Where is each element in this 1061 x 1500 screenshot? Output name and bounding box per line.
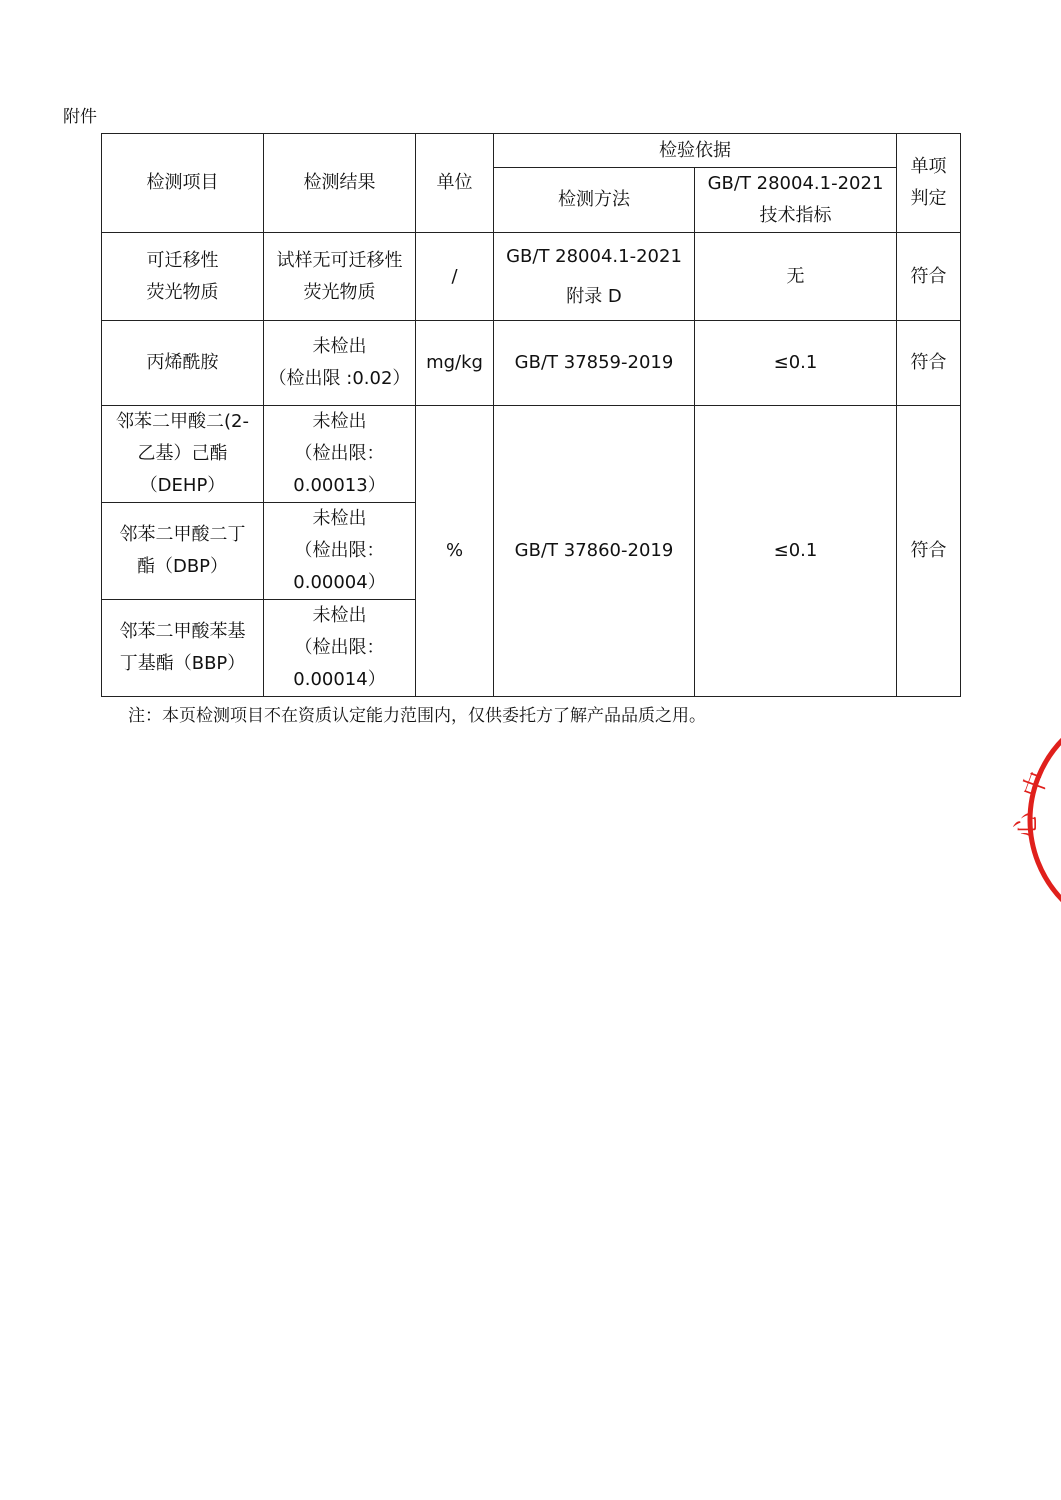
cell-indicator: 无: [695, 233, 897, 321]
cell-result: [264, 503, 416, 600]
header-row-1: [102, 134, 961, 168]
cell-method: GB/T 37859-2019: [494, 321, 695, 406]
header-basis: 检验依据: [494, 134, 897, 168]
attachment-label: 附件: [63, 107, 97, 127]
header-indicator: [695, 168, 897, 233]
table-row: [102, 406, 961, 503]
cell-judgement: 符合: [897, 233, 961, 321]
cell-line: 可迁移性: [146, 249, 219, 271]
cell-line: 邻苯二甲酸苯基: [119, 621, 246, 642]
cell-result: [264, 321, 416, 406]
header-indicator-line: GB/T 28004.1-2021: [707, 173, 884, 194]
cell-line: 荧光物质: [146, 281, 219, 303]
cell-result: [264, 406, 416, 503]
header-judgement-line: 单项: [910, 156, 947, 177]
cell-line: 0.00004）: [293, 572, 386, 593]
table-row: [102, 321, 961, 406]
cell-unit: mg/kg: [416, 321, 494, 406]
cell-line: 邻苯二甲酸二(2-: [116, 411, 249, 432]
cell-unit: /: [416, 233, 494, 321]
header-indicator-line: 技术指标: [759, 205, 832, 226]
svg-text:中: 中: [1017, 767, 1055, 803]
cell-line: 未检出: [312, 508, 367, 529]
header-judgement: [897, 134, 961, 233]
cell-result: [264, 600, 416, 697]
cell-item: [102, 600, 264, 697]
cell-judgement: 符合: [897, 321, 961, 406]
cell-item: 丙烯酰胺: [102, 321, 264, 406]
cell-judgement: 符合: [897, 406, 961, 697]
cell-line: GB/T 28004.1-2021: [506, 245, 682, 267]
cell-line: 0.00014）: [293, 669, 386, 690]
cell-unit: %: [416, 406, 494, 697]
cell-result: [264, 233, 416, 321]
footnote: 注：本页检测项目不在资质认定能力范围内，仅供委托方了解产品品质之用。: [128, 706, 706, 726]
cell-item: [102, 503, 264, 600]
header-method: 检测方法: [494, 168, 695, 233]
cell-item: [102, 233, 264, 321]
header-judgement-line: 判定: [910, 188, 947, 209]
cell-indicator: ≤0.1: [695, 406, 897, 697]
cell-line: 附录 D: [566, 285, 622, 307]
seal-icon: [1012, 738, 1061, 903]
cell-indicator: ≤0.1: [695, 321, 897, 406]
cell-method: [494, 233, 695, 321]
cell-line: （DEHP）: [139, 475, 226, 496]
cell-line: 邻苯二甲酸二丁: [119, 524, 246, 545]
header-result: 检测结果: [264, 134, 416, 233]
cell-line: 酯（DBP）: [136, 556, 229, 577]
cell-line: （检出限：: [294, 637, 385, 658]
header-item: 检测项目: [102, 134, 264, 233]
cell-method: GB/T 37860-2019: [494, 406, 695, 697]
header-unit: 单位: [416, 134, 494, 233]
cell-line: 未检出: [312, 605, 367, 626]
cell-line: 荧光物质: [303, 281, 376, 303]
cell-item: [102, 406, 264, 503]
svg-text:心: 心: [1012, 811, 1042, 838]
cell-line: （检出限 :0.02）: [268, 368, 411, 389]
cell-line: 0.00013）: [293, 475, 386, 496]
cell-line: 未检出: [312, 336, 367, 357]
red-seal-stamp: [1012, 738, 1061, 903]
cell-line: （检出限：: [294, 540, 385, 561]
cell-line: 未检出: [312, 411, 367, 432]
table-row: [102, 233, 961, 321]
cell-line: 丁基酯（BBP）: [119, 653, 246, 674]
cell-line: 试样无可迁移性: [276, 249, 403, 271]
cell-line: 乙基）己酯: [137, 443, 228, 464]
cell-line: （检出限：: [294, 443, 385, 464]
test-results-table: [101, 133, 961, 697]
